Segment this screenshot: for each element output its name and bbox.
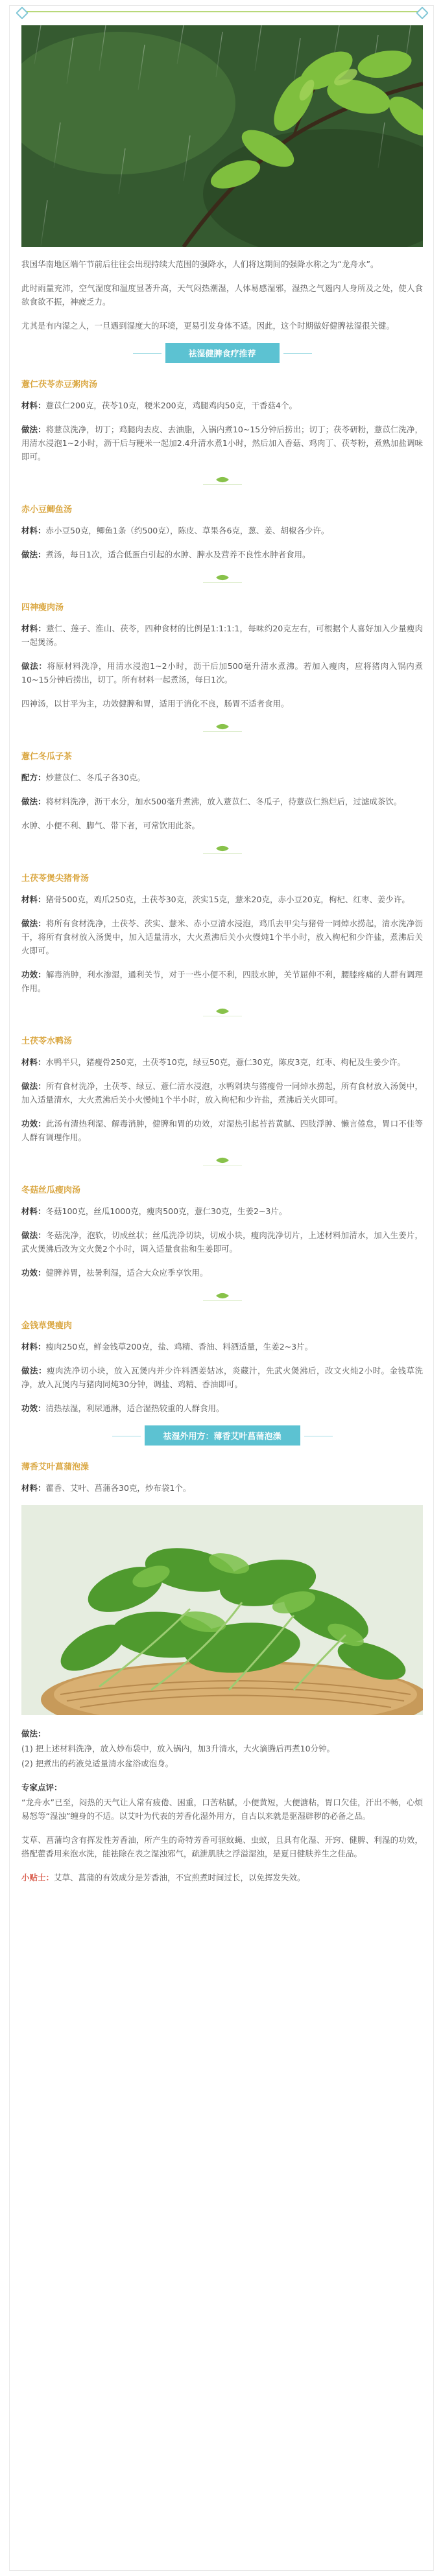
- recipe-method: [21, 795, 423, 808]
- recipe-effect: [21, 1266, 423, 1280]
- materials-text: 薏仁、莲子、淮山、茯苓，四种食材的比例是1:1:1:1，每味约20克左右，可根据个人喜好加入少量瘦肉一起煲汤。: [21, 624, 423, 647]
- hero-illustration: [21, 25, 423, 247]
- leaf-divider: [21, 572, 423, 587]
- materials-text: 水鸭半只，猪瘦骨250克，土茯苓10克，绿豆50克，薏仁30克，陈皮3克，红枣、枸杞及生姜少许。: [45, 1057, 406, 1067]
- coriander-basket-image: [21, 1505, 423, 1715]
- section-title-external: 祛湿外用方：薄香艾叶菖蒲泡澡: [145, 1425, 300, 1446]
- method-text: 瘦肉洗净切小块，放入瓦煲内并少许料酒姜姑冰，炎藏汁，先武火煲沸后，改文火炖2小时。金钱草洗净，放入瓦煲内与猪肉同炖30分钟，调盐、鸡精、香油即可。: [21, 1366, 423, 1389]
- recipe-title: 冬菇丝瓜瘦肉汤: [21, 1186, 81, 1195]
- recipe-effect: [21, 1117, 423, 1144]
- tip-text: 艾草、菖蒲的有效成分是芳香油，不宜煎煮时间过长，以免挥发失效。: [54, 1873, 305, 1882]
- article-content: [21, 257, 423, 1895]
- leaf-divider: [21, 843, 423, 858]
- recipe-effect: [21, 968, 423, 995]
- method-label: 做法：: [21, 1081, 46, 1091]
- effect-label: 功效：: [21, 1119, 46, 1129]
- bath-method-step-2: (2) 把煮出的药液兑适量清水盆浴或泡身。: [21, 1759, 174, 1768]
- method-text: 将薏苡洗净，切丁；鸡腿肉去皮、去油脂，入锅内煮10~15分钟后捞出；切丁；茯苓研粉，薏苡仁洗净，用清水浸泡1~2小时，沥干后与粳米一起加2.4升清水煮1小时，然后加入香菇、鸡肉丁、茯苓粉，煮熟加盐调味即可。: [21, 425, 423, 462]
- expert-comment-label: [21, 1781, 423, 1794]
- recipe-method: [21, 1364, 423, 1391]
- recipe-materials: [21, 524, 423, 537]
- method-text: 将材料洗净，沥干水分，加水500毫升煮沸，放入薏苡仁、冬瓜子，待薏苡仁熟烂后，过滤成茶饮。: [45, 797, 402, 806]
- materials-text: 瘦肉250克，鲜金钱草200克，盐、鸡精、香油、料酒适量，生姜2~3片。: [45, 1342, 313, 1352]
- recipe-materials: [21, 893, 423, 906]
- materials-text: 猪骨500克，鸡爪250克，土茯苓30克，茨实15克，薏米20克，赤小豆20克，枸杞、红枣、姜少许。: [45, 895, 410, 904]
- method-label: 做法：: [21, 425, 46, 434]
- leaf-divider: [21, 474, 423, 489]
- materials-text: 炒薏苡仁、冬瓜子各30克。: [45, 773, 145, 782]
- method-label: 做法：: [21, 1230, 46, 1240]
- intro-paragraph-3: 尤其是有内湿之人，一旦遇到湿度大的环境，更易引发身体不适。因此，这个时期做好健脾祛湿很关键。: [21, 321, 395, 331]
- method-text: 将原材料洗净，用清水浸泡1~2小时，沥干后加500毫升清水煮沸。若加入瘦肉，应将猪肉入锅内煮10~15分钟后捞出，切丁。所有材料一起煮汤，每日1次。: [21, 661, 423, 685]
- materials-label: 材料：: [21, 1342, 46, 1352]
- method-label: 做法：: [21, 919, 46, 928]
- top-decoration: [10, 6, 435, 18]
- recipe-method: [21, 423, 423, 463]
- leaf-divider: [21, 1154, 423, 1170]
- tip-label: 小贴士：: [21, 1873, 54, 1882]
- hero-image-rainy-leaves: [21, 25, 423, 247]
- recipe-title: 土茯苓煲尖猪骨汤: [21, 874, 90, 884]
- herb-illustration: [21, 1505, 423, 1715]
- materials-text: 薏苡仁200克，茯苓10克，粳米200克，鸡腿鸡肉50克，干香菇4个。: [45, 401, 297, 410]
- bath-method: [21, 1727, 423, 1740]
- materials-text: 赤小豆50克，鲫鱼1条（约500克），陈皮、草果各6克，葱、姜、胡椒各少许。: [45, 526, 329, 535]
- method-label: 做法：: [21, 1729, 46, 1739]
- materials-label: 材料：: [21, 401, 46, 410]
- leaf-divider: [21, 1005, 423, 1021]
- method-text: 所有食材洗净，土茯苓、绿豆、薏仁清水浸泡，水鸭剁块与猪瘦骨一同焯水捞起，所有食材放入汤煲中，加入适量清水，大火煮沸后关小火慢炖1个半小时，放入枸杞和少许盐，煮沸后关火即可。: [21, 1081, 423, 1105]
- method-label: 做法：: [21, 550, 46, 559]
- recipe-extra: 四神汤，以甘平为主，功效健脾和胃，适用于消化不良，肠胃不适者食用。: [21, 699, 289, 708]
- effect-text: 此汤有清热利湿、解毒消肿，健脾和胃的功效，对湿热引起苔苔黄腻、四肢浮肿、懒言倦怠，胃口不佳等人群有调理作用。: [21, 1119, 423, 1142]
- decoration-line: [27, 11, 418, 12]
- effect-label: 功效：: [21, 1403, 46, 1413]
- recipe-method: [21, 1079, 423, 1107]
- materials-text: 藿香、艾叶、菖蒲各30克，炒布袋1个。: [45, 1483, 191, 1493]
- recipe-method: [21, 1228, 423, 1256]
- bath-method-step-1: (1) 把上述材料洗净，放入炒布袋中，放入锅内，加3升清水，大火滴腾后再煮10分钟。: [21, 1744, 335, 1753]
- materials-label: 材料：: [21, 1206, 46, 1216]
- recipe-title: 薏仁茯苓赤豆粥肉汤: [21, 380, 98, 390]
- intro-paragraph-1: 我国华南地区端午节前后往往会出现持续大范围的强降水，人们将这期间的强降水称之为“龙舟水”。: [21, 259, 379, 269]
- recipe-materials: [21, 1204, 423, 1218]
- recipe-title: 四神瘦肉汤: [21, 603, 64, 613]
- recipe-title: 土茯苓水鸭汤: [21, 1036, 73, 1046]
- materials-label: 材料：: [21, 1057, 46, 1067]
- effect-text: 清热祛湿，利尿通淋，适合湿热较重的人群食用。: [45, 1403, 224, 1413]
- expert-comment: “龙舟水”已至，闷热的天气让人常有疲倦、困重，口苦粘腻，小便黄短，大便溏粘，胃口欠佳，汗出不畅，心烦易怒等“湿浊”缠身的不适。以艾叶为代表的芳香化湿外用方，自古以来就是驱湿辟秽的必备之品。: [21, 1797, 423, 1821]
- recipe-title: 金钱草煲瘦肉: [21, 1321, 73, 1331]
- effect-text: 健脾养胃，祛暑利湿，适合大众应季享饮用。: [45, 1268, 208, 1278]
- method-text: 冬菇洗净，泡软，切成丝状；丝瓜洗净切块，切成小块，瘦肉洗净切片，上述材料加清水，加入生姜片，武火煲沸后改为文火煲2个小时，调入适量食盐和生姜即可。: [21, 1230, 423, 1254]
- recipe-title: 赤小豆鲫鱼汤: [21, 505, 73, 515]
- recipe-materials: [21, 399, 423, 412]
- materials-label: 材料：: [21, 526, 46, 535]
- recipe-method: [21, 548, 423, 561]
- recipe-effect: [21, 1401, 423, 1415]
- decoration-diamond-right: [416, 6, 429, 19]
- leaf-divider: [21, 721, 423, 736]
- bath-materials: [21, 1481, 423, 1495]
- method-text: 煮汤，每日1次，适合低蛋白引起的水肿、脾水及营养不良性水肿者食用。: [45, 550, 311, 559]
- intro-paragraph-2: 此时雨量充沛，空气湿度和温度显著升高，天气闷热潮湿，人体易感湿邪，湿热之气遏内人身所及之处，使人食欲食欲不振，神疲乏力。: [21, 283, 423, 307]
- leaf-divider: [21, 1290, 423, 1306]
- section-title-diet: 祛湿健脾食疗推荐: [165, 343, 280, 363]
- closing-paragraph: 艾草、菖蒲均含有挥发性芳香油，所产生的奇特芳香可驱蚊蝇、虫蚁，且具有化湿、开窍、健脾、利湿的功效，搭配藿香用来泡水洗，能祛除在表之湿浊邪气，疏泄肌肤之浮溢湿浊，是夏日健肤养生之佳品。: [21, 1835, 423, 1858]
- recipe-materials: [21, 622, 423, 649]
- method-label: 做法：: [21, 661, 47, 671]
- effect-label: 功效：: [21, 970, 46, 979]
- method-text: 将所有食材洗净，土茯苓、茨实、薏米、赤小豆清水浸泡，鸡爪去甲尖与猪骨一同焯水捞起，清水洗净沥干，将所有食材放入汤煲中，加入适量清水，大火煮沸后关小火慢炖1个半小时，放入枸杞和少许盐，煮沸后关火即可。: [21, 919, 423, 955]
- method-label: 做法：: [21, 797, 46, 806]
- recipe-title: 薏仁冬瓜子茶: [21, 752, 73, 762]
- materials-label: 材料：: [21, 1483, 46, 1493]
- effect-text: 解毒消肿，利水渗湿，通利关节，对于一些小便不利，四肢水肿，关节屈伸不利，腰膝疼痛的人群有调理作用。: [21, 970, 423, 993]
- materials-label: 材料：: [21, 895, 46, 904]
- recipe-extra: 水肿、小便不利、脚气、带下者，可常饮用此茶。: [21, 821, 200, 830]
- decoration-diamond-left: [16, 6, 29, 19]
- recipe-materials: [21, 1340, 423, 1353]
- bath-title: 薄香艾叶菖蒲泡澡: [21, 1462, 90, 1472]
- recipe-method: [21, 917, 423, 957]
- materials-text: 冬菇100克，丝瓜1000克，瘦肉500克，薏仁30克，生姜2~3片。: [45, 1206, 287, 1216]
- expert-label: 专家点评：: [21, 1783, 62, 1792]
- materials-label: 配方：: [21, 773, 46, 782]
- article-page: [9, 5, 434, 2571]
- tip: [21, 1871, 423, 1884]
- recipe-materials: [21, 771, 423, 784]
- materials-label: 材料：: [21, 624, 47, 633]
- effect-label: 功效：: [21, 1268, 46, 1278]
- method-label: 做法：: [21, 1366, 47, 1376]
- recipe-materials: [21, 1055, 423, 1069]
- recipe-method: [21, 659, 423, 686]
